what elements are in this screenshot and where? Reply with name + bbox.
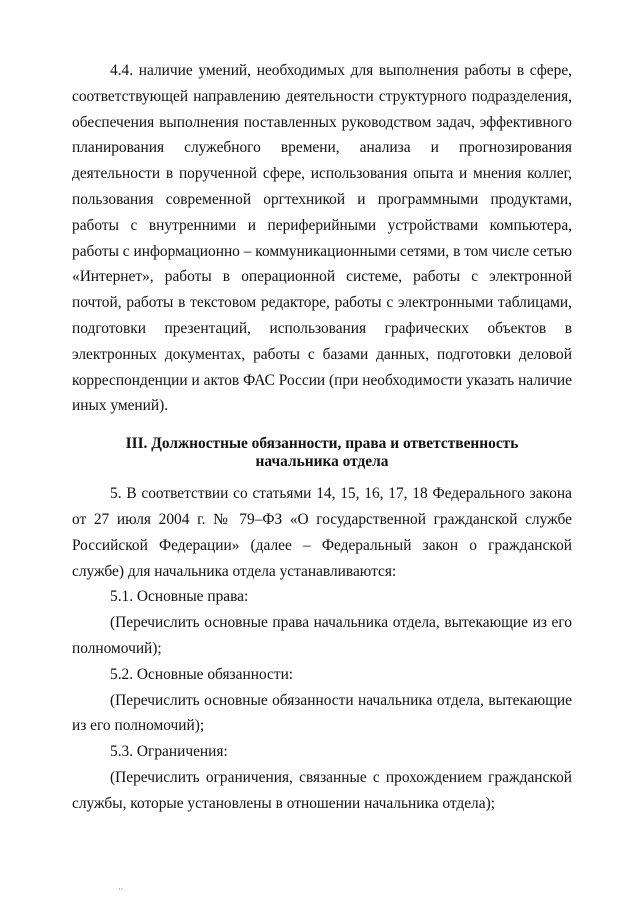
paragraph-4-4: 4.4. наличие умений, необходимых для выполнения работы в сфере, соответствующей направлению деятельности структурного подразделения, обеспечения выполнения поставленных руководством задач, эффективного планирования служебного времени, анализа и прогнозирования деятельности в порученной сфере, использования опыта и мнения коллег, пользования современной оргтехникой и программными продуктами, работы с внутренними и периферийными устройствами компьютера, работы с информационно – коммуникационными сетями, в том числе сетью «Интернет», работы в операционной системе, работы с электронной почтой, работы в текстовом редакторе, работы с электронными таблицами, подготовки презентаций, использования графических объектов в электронных документах, работы с базами данных, подготовки деловой корреспонденции и актов ФАС России (при необходимости указать наличие иных умений). <box>72 62 572 415</box>
spacer <box>72 471 572 481</box>
paragraph-5-2-title: 5.2. Основные обязанности: <box>110 665 294 683</box>
paragraph-5-2-text: (Перечислить основные обязанности начальника отдела, вытекающие из его полномочий); <box>72 691 572 735</box>
paragraph-5-3-text: (Перечислить ограничения, связанные с прохождением гражданской службы, которые установлены в отношении начальника отдела); <box>72 768 572 812</box>
paragraph-5-1-text: (Перечислить основные права начальника отдела, вытекающие из его полномочий); <box>72 614 572 657</box>
section-heading <box>72 435 572 471</box>
section-heading-line1: III. Должностные обязанности, права и ответственность <box>125 435 519 453</box>
spacer <box>72 419 572 435</box>
paragraph-5: 5. В соответствии со статьями 14, 15, 16, 17, 18 Федерального закона от 27 июля 2004 г. № 79–ФЗ «О государственной гражданской службе Российской Федерации» (далее – Федеральный закон о гражданской службе) для начальника отдела устанавливаются: <box>72 485 572 580</box>
paragraph-5-3-title: 5.3. Ограничения: <box>110 743 228 761</box>
document-body <box>72 58 572 817</box>
paragraph-5-1-title: 5.1. Основные права: <box>110 588 249 606</box>
scan-speck: ·· <box>118 885 124 894</box>
section-heading-line2: начальника отдела <box>255 453 389 471</box>
